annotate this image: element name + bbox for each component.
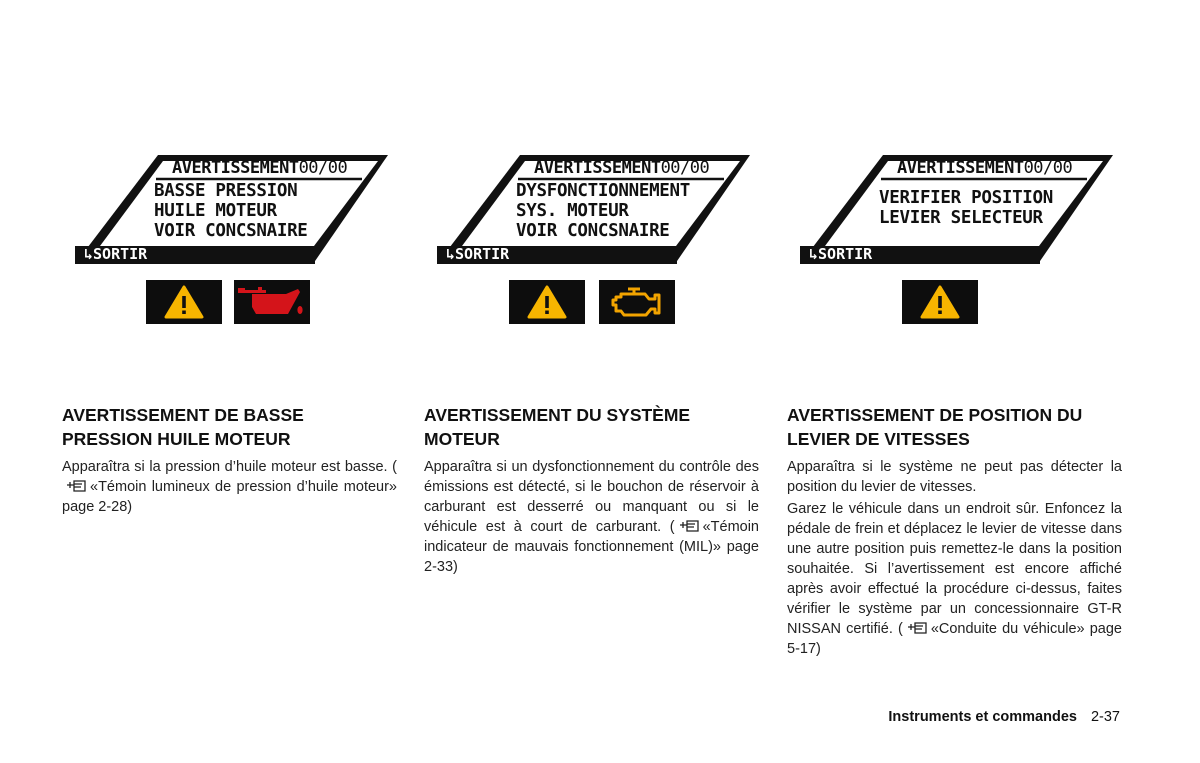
display-line-1: DYSFONCTIONNEMENT [516,181,691,201]
section-paragraph-1: Apparaîtra si le système ne peut pas détecter la position du levier de vitesses. [787,459,1122,495]
warning-lamp-oil-pressure [234,280,310,324]
display-panel-engine-system [436,152,756,268]
display-exit-text: SORTIR [93,245,148,263]
display-title-text: AVERTISSEMENT [534,158,661,178]
display-exit-label [84,245,147,263]
display-title [534,158,709,178]
display-title-text: AVERTISSEMENT [897,158,1024,178]
display-line-2: HUILE MOTEUR [154,201,277,221]
warning-lamp-triangle-2 [509,280,585,324]
display-line-3: VOIR CONCSNAIRE [516,221,670,241]
section-heading [787,403,1122,451]
exit-arrow-icon: ↳ [84,245,94,263]
display-line-2: LEVIER SELECTEUR [879,208,1043,228]
display-title-text: AVERTISSEMENT [172,158,299,178]
section-paragraph-2 [787,499,1122,659]
warning-triangle-icon [146,280,222,324]
display-title [897,158,1072,178]
exit-arrow-icon: ↳ [809,245,819,263]
page-reference-icon [906,621,928,635]
section-heading [62,403,397,451]
warning-lamp-engine [599,280,675,324]
paragraph-text: Apparaîtra si la pression d’huile moteur est basse. ( [62,459,397,475]
page-reference-icon [65,479,87,493]
section-heading-line-2: MOTEUR [424,429,500,449]
display-panel-oil-pressure [74,152,394,268]
display-title [172,158,347,178]
display-panel-shift-lever [799,152,1119,268]
page-reference-link[interactable]: «Témoin indicateur de mauvais fonctionnement (MIL)» page 2-33) [424,519,759,575]
warning-lamp-triangle-3 [902,280,978,324]
page-footer [888,709,1120,725]
paragraph-text: Garez le véhicule dans un endroit sûr. Enfoncez la pédale de frein et déplacez le levier de vitesse dans une autre position puis remettez-le dans la position souhaitée. Si l’avertissement est encore affiché après avoir effectué la procédure ci-dessus, faites vérifier le système par un concessionnaire GT-R NISSAN certifié. ( [787,501,1122,637]
page-number: 2-37 [1090,709,1120,725]
section-heading-line-1: AVERTISSEMENT DE BASSE [62,405,304,425]
paragraph-text: Apparaîtra si un dysfonctionnement du contrôle des émissions est détecté, si le bouchon de réservoir à carburant est desserré ou manquant ou si le véhicule est à court de carburant. ( [424,459,759,535]
section-heading-line-1: AVERTISSEMENT DE POSITION DU [787,405,1083,425]
section-heading-line-2: PRESSION HUILE MOTEUR [62,429,291,449]
section-heading-line-1: AVERTISSEMENT DU SYSTÈME [424,405,691,425]
warning-lamp-triangle-1 [146,280,222,324]
page-reference-icon [678,519,700,533]
page-reference-link[interactable]: «Témoin lumineux de pression d’huile moteur» page 2-28) [62,479,397,515]
display-counter: 00/00 [298,158,348,178]
exit-arrow-icon: ↳ [446,245,456,263]
display-counter: 00/00 [660,158,710,178]
display-line-1: VERIFIER POSITION [879,188,1054,208]
section-shift-lever [787,403,1122,661]
display-exit-text: SORTIR [455,245,510,263]
section-paragraph [424,457,759,577]
page-reference-link[interactable]: «Conduite du véhicule» page 5-17) [787,621,1122,657]
engine-check-icon [599,280,675,324]
display-line-2: SYS. MOTEUR [516,201,629,221]
display-exit-label [446,245,509,263]
footer-section-title: Instruments et commandes [888,709,1077,725]
section-oil-pressure [62,403,397,519]
display-counter: 00/00 [1023,158,1073,178]
warning-triangle-icon [902,280,978,324]
display-line-1: BASSE PRESSION [154,181,298,201]
section-paragraph [62,457,397,517]
section-heading [424,403,759,451]
section-heading-line-2: LEVIER DE VITESSES [787,429,970,449]
display-exit-text: SORTIR [818,245,873,263]
section-engine-system [424,403,759,579]
display-line-3: VOIR CONCSNAIRE [154,221,308,241]
warning-triangle-icon [509,280,585,324]
oil-pressure-icon [234,280,310,324]
display-exit-label [809,245,872,263]
